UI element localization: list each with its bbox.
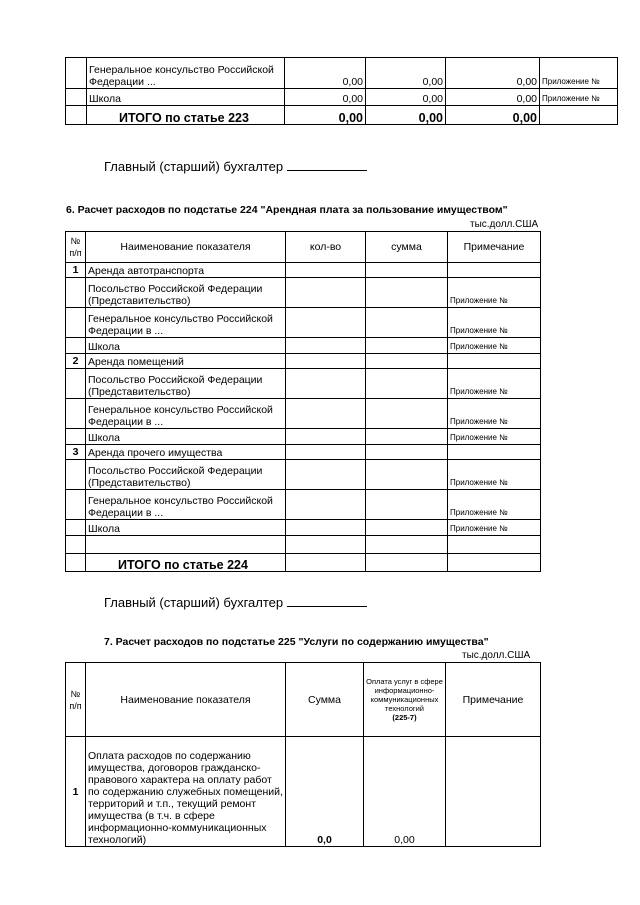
group-num: 1 xyxy=(66,263,86,278)
table-224 xyxy=(65,231,541,572)
section-title: 6. Расчет расходов по подстатье 224 "Арендная плата за пользование имуществом" xyxy=(66,204,508,216)
header-note: Примечание xyxy=(448,232,541,263)
cell-note: Приложение № xyxy=(448,338,541,354)
cell-note: Приложение № xyxy=(448,460,541,490)
cell-it: 0,00 xyxy=(364,737,446,847)
signature-label: Главный (старший) бухгалтер xyxy=(104,159,284,174)
table-header xyxy=(66,663,541,737)
group-row xyxy=(66,354,541,369)
row-name: Посольство Российской Федерации (Представительство) xyxy=(86,369,286,399)
cell-value: 0,00 xyxy=(285,89,366,106)
group-num: 2 xyxy=(66,354,86,369)
group-row xyxy=(66,445,541,460)
cell-sum: 0,0 xyxy=(286,737,364,847)
cell-note: Приложение № xyxy=(448,369,541,399)
cell-value: 0,00 xyxy=(366,58,446,89)
cell-value: 0,00 xyxy=(446,89,540,106)
row-name: Генеральное консульство Российской Федерации ... xyxy=(87,58,285,89)
group-row xyxy=(66,263,541,278)
unit-label: тыс.долл.США xyxy=(462,650,531,661)
total-value: 0,00 xyxy=(446,106,540,125)
table-row xyxy=(66,338,541,354)
cell-note: Приложение № xyxy=(448,490,541,520)
cell-note: Приложение № xyxy=(448,520,541,536)
total-row xyxy=(66,554,541,572)
group-title: Аренда прочего имущества xyxy=(86,445,286,460)
table-row xyxy=(66,399,541,429)
row-name: Школа xyxy=(86,520,286,536)
table-header xyxy=(66,232,541,263)
signature-blank xyxy=(287,594,367,607)
cell-note: Приложение № xyxy=(448,399,541,429)
group-title: Аренда автотранспорта xyxy=(86,263,286,278)
unit-label: тыс.долл.США xyxy=(470,219,539,230)
header-it-text: Оплата услуг в сфере информационно-коммуникационных технологий xyxy=(366,677,443,713)
header-it xyxy=(364,663,446,737)
cell-note: Приложение № xyxy=(540,89,618,106)
empty-row xyxy=(66,536,541,554)
table-row xyxy=(66,278,541,308)
cell-value: 0,00 xyxy=(446,58,540,89)
table-row xyxy=(66,520,541,536)
cell-value: 0,00 xyxy=(366,89,446,106)
table-row xyxy=(66,58,618,89)
row-name: Посольство Российской Федерации (Представительство) xyxy=(86,460,286,490)
row-name: Генеральное консульство Российской Федерации в ... xyxy=(86,308,286,338)
cell-note: Приложение № xyxy=(448,429,541,445)
table-row xyxy=(66,308,541,338)
row-name: Генеральное консульство Российской Федерации в ... xyxy=(86,490,286,520)
signature-line xyxy=(104,594,367,610)
row-name: Генеральное консульство Российской Федерации в ... xyxy=(86,399,286,429)
header-name: Наименование показателя xyxy=(86,663,286,737)
group-title: Аренда помещений xyxy=(86,354,286,369)
table-row xyxy=(66,490,541,520)
header-num: № п/п xyxy=(66,663,86,737)
table-row xyxy=(66,429,541,445)
table-row xyxy=(66,89,618,106)
total-label: ИТОГО по статье 223 xyxy=(87,106,285,125)
header-num: № п/п xyxy=(66,232,86,263)
row-num: 1 xyxy=(66,737,86,847)
table-225 xyxy=(65,662,541,847)
signature-label: Главный (старший) бухгалтер xyxy=(104,595,284,610)
header-sum: Сумма xyxy=(286,663,364,737)
header-it-code: (225-7) xyxy=(392,713,417,722)
total-value: 0,00 xyxy=(285,106,366,125)
total-row xyxy=(66,106,618,125)
group-num: 3 xyxy=(66,445,86,460)
row-name: Оплата расходов по содержанию имущества, договоров гражданско-правового характера на оплату работ по содержанию служебных помещений, территорий и т.п., текущий ремонт имущества (в т.ч. в сфере информационно-коммуникационных технологий) xyxy=(86,737,286,847)
header-qty: кол-во xyxy=(286,232,366,263)
table-223 xyxy=(65,57,618,125)
total-value: 0,00 xyxy=(366,106,446,125)
row-name: Школа xyxy=(87,89,285,106)
table-row xyxy=(66,369,541,399)
signature-blank xyxy=(287,158,367,171)
section-title: 7. Расчет расходов по подстатье 225 "Услуги по содержанию имущества" xyxy=(104,636,489,648)
row-name: Посольство Российской Федерации (Представительство) xyxy=(86,278,286,308)
total-label: ИТОГО по статье 224 xyxy=(86,554,286,572)
cell-note: Приложение № xyxy=(540,58,618,89)
signature-line xyxy=(104,158,367,174)
row-name: Школа xyxy=(86,338,286,354)
row-name: Школа xyxy=(86,429,286,445)
header-note: Примечание xyxy=(446,663,541,737)
cell-note: Приложение № xyxy=(448,278,541,308)
header-sum: сумма xyxy=(366,232,448,263)
table-row xyxy=(66,737,541,847)
table-row xyxy=(66,460,541,490)
cell-value: 0,00 xyxy=(285,58,366,89)
cell-note: Приложение № xyxy=(448,308,541,338)
header-name: Наименование показателя xyxy=(86,232,286,263)
